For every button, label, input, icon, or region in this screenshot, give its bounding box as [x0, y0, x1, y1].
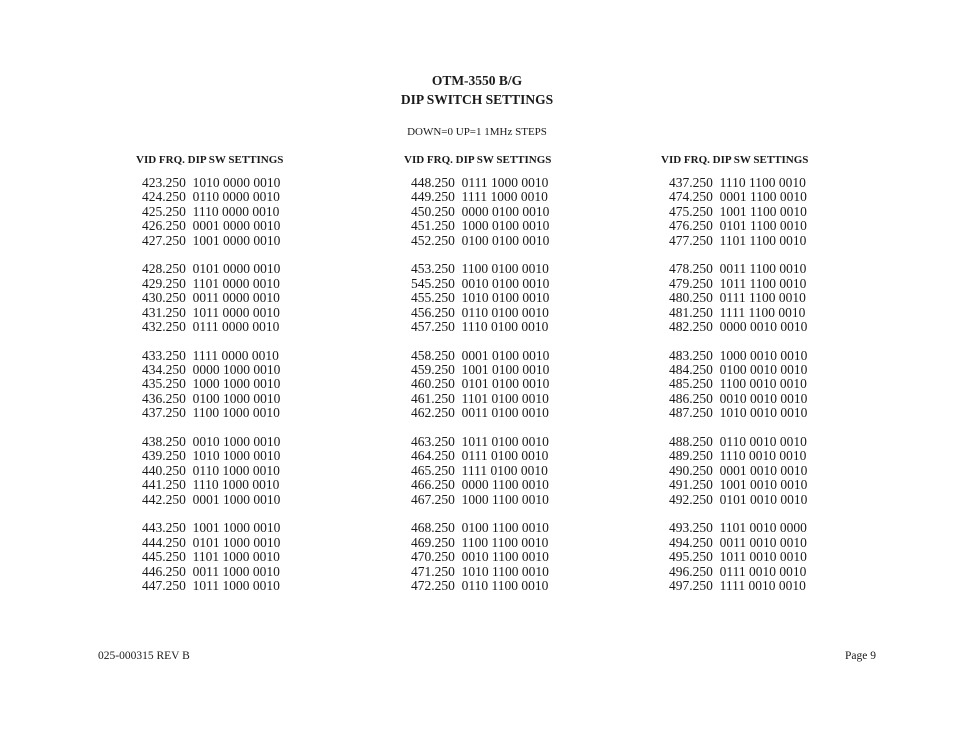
- frequency-setting-row: 463.250 1011 0100 0010: [411, 434, 549, 450]
- frequency-setting-row: 441.250 1110 1000 0010: [142, 477, 280, 493]
- frequency-setting-row: 448.250 0111 1000 0010: [411, 175, 549, 190]
- frequency-setting-row: 437.250 1100 1000 0010: [142, 405, 280, 421]
- frequency-setting-row: 480.250 0111 1100 0010: [669, 290, 806, 306]
- document-subtitle: DIP SWITCH SETTINGS: [400, 92, 554, 107]
- frequency-setting-row: 447.250 1011 1000 0010: [142, 577, 280, 593]
- frequency-setting-row: 445.250 1101 1000 0010: [142, 549, 280, 565]
- frequency-setting-row: 485.250 1100 0010 0010: [669, 376, 807, 392]
- frequency-setting-row: 442.250 0001 1000 0010: [142, 491, 281, 507]
- frequency-setting-row: 461.250 1101 0100 0010: [411, 390, 549, 406]
- frequency-setting-row: 449.250 1111 1000 0010: [411, 189, 548, 205]
- document-title: OTM-3550 B/G: [431, 73, 523, 88]
- frequency-setting-row: 494.250 0011 0010 0010: [669, 534, 807, 550]
- frequency-setting-row: 434.250 0000 1000 0010: [142, 362, 281, 378]
- frequency-setting-row: 453.250 1100 0100 0010: [411, 261, 549, 277]
- frequency-setting-row: 450.250 0000 0100 0010: [411, 203, 550, 219]
- column-1-heading: VID FRQ. DIP SW SETTINGS: [136, 154, 284, 166]
- frequency-setting-row: 439.250 1010 1000 0010: [142, 448, 281, 464]
- setting-group: [411, 435, 549, 507]
- setting-group: [142, 176, 280, 248]
- frequency-setting-row: 457.250 1110 0100 0010: [411, 318, 549, 334]
- frequency-setting-row: 491.250 1001 0010 0010: [669, 477, 808, 493]
- setting-group: [669, 262, 807, 334]
- page-number: Page 9: [845, 650, 876, 662]
- frequency-setting-row: 470.250 0010 1100 0010: [411, 549, 549, 565]
- frequency-setting-row: 444.250 0101 1000 0010: [142, 534, 281, 550]
- setting-group: [411, 176, 549, 248]
- setting-group: [669, 435, 807, 507]
- frequency-setting-row: 493.250 1101 0010 0000: [669, 520, 807, 536]
- frequency-setting-row: 423.250 1010 0000 0010: [142, 175, 281, 190]
- frequency-setting-row: 428.250 0101 0000 0010: [142, 261, 281, 277]
- column-3-heading: VID FRQ. DIP SW SETTINGS: [661, 154, 809, 166]
- frequency-setting-row: 456.250 0110 0100 0010: [411, 304, 549, 320]
- frequency-setting-row: 427.250 1001 0000 0010: [142, 232, 281, 248]
- settings-column-1: [142, 176, 280, 608]
- frequency-setting-row: 545.250 0010 0100 0010: [411, 275, 550, 291]
- column-2-heading: VID FRQ. DIP SW SETTINGS: [404, 154, 552, 166]
- frequency-setting-row: 490.250 0001 0010 0010: [669, 462, 808, 478]
- frequency-setting-row: 436.250 0100 1000 0010: [142, 390, 281, 406]
- setting-group: [142, 435, 280, 507]
- frequency-setting-row: 432.250 0111 0000 0010: [142, 318, 280, 334]
- frequency-setting-row: 471.250 1010 1100 0010: [411, 563, 549, 579]
- frequency-setting-row: 458.250 0001 0100 0010: [411, 347, 550, 363]
- document-number: 025-000315 REV B: [98, 650, 190, 662]
- setting-group: [142, 262, 280, 334]
- frequency-setting-row: 455.250 1010 0100 0010: [411, 290, 550, 306]
- frequency-setting-row: 495.250 1011 0010 0010: [669, 549, 807, 565]
- frequency-setting-row: 465.250 1111 0100 0010: [411, 462, 548, 478]
- frequency-setting-row: 437.250 1110 1100 0010: [669, 175, 806, 190]
- frequency-setting-row: 440.250 0110 1000 0010: [142, 462, 280, 478]
- frequency-setting-row: 497.250 1111 0010 0010: [669, 577, 806, 593]
- frequency-setting-row: 475.250 1001 1100 0010: [669, 203, 807, 219]
- frequency-setting-row: 472.250 0110 1100 0010: [411, 577, 549, 593]
- frequency-setting-row: 467.250 1000 1100 0010: [411, 491, 549, 507]
- frequency-setting-row: 496.250 0111 0010 0010: [669, 563, 807, 579]
- frequency-setting-row: 433.250 1111 0000 0010: [142, 347, 279, 363]
- frequency-setting-row: 464.250 0111 0100 0010: [411, 448, 549, 464]
- settings-column-2: [411, 176, 549, 608]
- setting-group: [669, 176, 807, 248]
- frequency-setting-row: 489.250 1110 0010 0010: [669, 448, 807, 464]
- frequency-setting-row: 477.250 1101 1100 0010: [669, 232, 807, 248]
- frequency-setting-row: 474.250 0001 1100 0010: [669, 189, 807, 205]
- frequency-setting-row: 429.250 1101 0000 0010: [142, 275, 280, 291]
- frequency-setting-row: 476.250 0101 1100 0010: [669, 218, 807, 234]
- frequency-setting-row: 486.250 0010 0010 0010: [669, 390, 808, 406]
- frequency-setting-row: 425.250 1110 0000 0010: [142, 203, 280, 219]
- settings-column-3: [669, 176, 807, 608]
- setting-group: [411, 262, 549, 334]
- frequency-setting-row: 481.250 1111 1100 0010: [669, 304, 806, 320]
- frequency-setting-row: 487.250 1010 0010 0010: [669, 405, 808, 421]
- setting-group: [669, 349, 807, 421]
- frequency-setting-row: 452.250 0100 0100 0010: [411, 232, 550, 248]
- frequency-setting-row: 451.250 1000 0100 0010: [411, 218, 550, 234]
- frequency-setting-row: 469.250 1100 1100 0010: [411, 534, 549, 550]
- frequency-setting-row: 484.250 0100 0010 0010: [669, 362, 808, 378]
- frequency-setting-row: 478.250 0011 1100 0010: [669, 261, 807, 277]
- frequency-setting-row: 446.250 0011 1000 0010: [142, 563, 280, 579]
- frequency-setting-row: 482.250 0000 0010 0010: [669, 318, 808, 334]
- frequency-setting-row: 468.250 0100 1100 0010: [411, 520, 549, 536]
- frequency-setting-row: 460.250 0101 0100 0010: [411, 376, 550, 392]
- setting-group: [411, 521, 549, 593]
- frequency-setting-row: 466.250 0000 1100 0010: [411, 477, 549, 493]
- frequency-setting-row: 483.250 1000 0010 0010: [669, 347, 808, 363]
- frequency-setting-row: 426.250 0001 0000 0010: [142, 218, 281, 234]
- frequency-setting-row: 488.250 0110 0010 0010: [669, 434, 807, 450]
- setting-group: [142, 521, 280, 593]
- setting-group: [411, 349, 549, 421]
- frequency-setting-row: 431.250 1011 0000 0010: [142, 304, 280, 320]
- setting-group: [669, 521, 807, 593]
- frequency-setting-row: 443.250 1001 1000 0010: [142, 520, 281, 536]
- frequency-setting-row: 479.250 1011 1100 0010: [669, 275, 807, 291]
- frequency-setting-row: 492.250 0101 0010 0010: [669, 491, 808, 507]
- frequency-setting-row: 438.250 0010 1000 0010: [142, 434, 281, 450]
- switch-legend: DOWN=0 UP=1 1MHz STEPS: [407, 126, 547, 138]
- frequency-setting-row: 424.250 0110 0000 0010: [142, 189, 280, 205]
- frequency-setting-row: 459.250 1001 0100 0010: [411, 362, 550, 378]
- frequency-setting-row: 435.250 1000 1000 0010: [142, 376, 281, 392]
- frequency-setting-row: 430.250 0011 0000 0010: [142, 290, 280, 306]
- setting-group: [142, 349, 280, 421]
- frequency-setting-row: 462.250 0011 0100 0010: [411, 405, 549, 421]
